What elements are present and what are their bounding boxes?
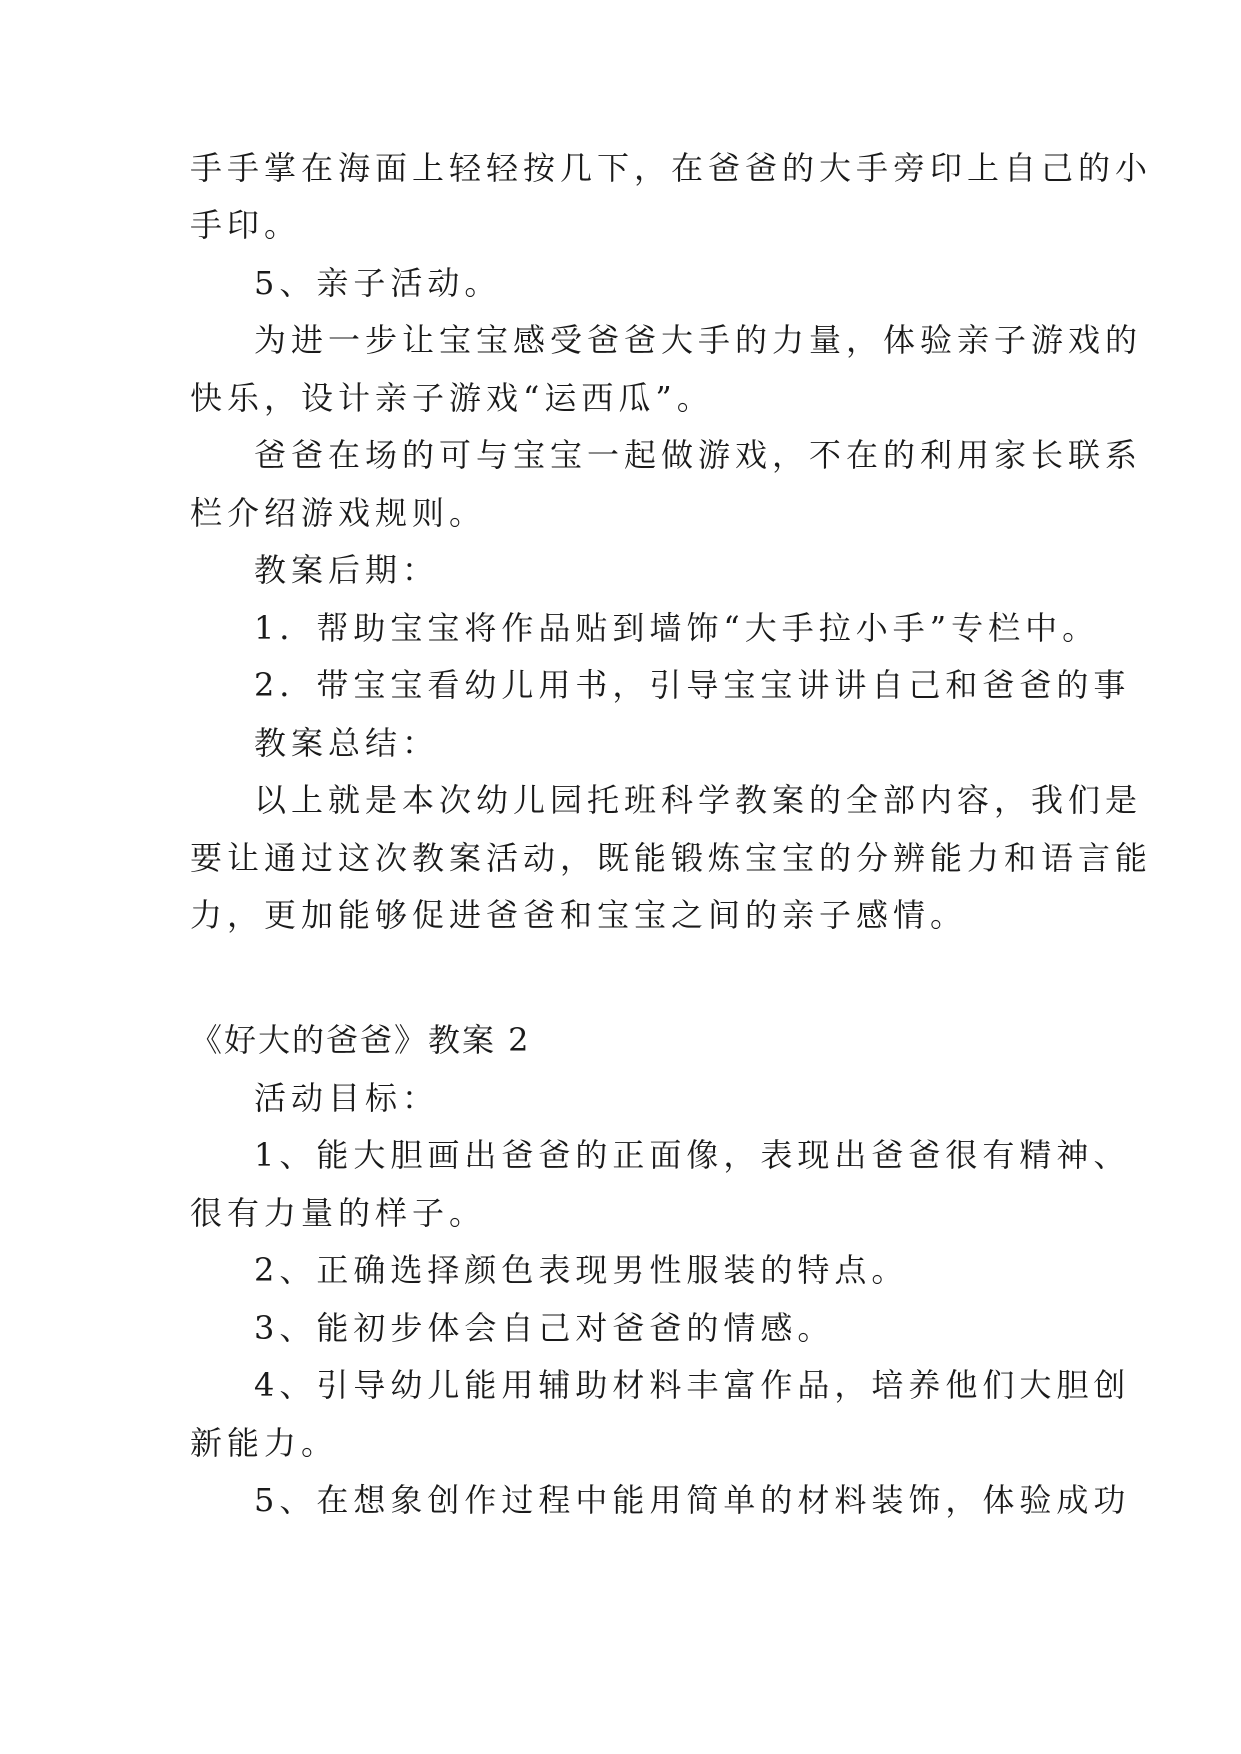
section-label: 教案后期： bbox=[254, 551, 440, 589]
list-item-line: 5、亲子活动。 bbox=[254, 264, 502, 302]
list-item-line: 1、能大胆画出爸爸的正面像，表现出爸爸很有精神、 bbox=[254, 1136, 1131, 1174]
list-item-line: 1．帮助宝宝将作品贴到墙饰“大手拉小手”专栏中。 bbox=[254, 609, 1100, 647]
section-label: 教案总结： bbox=[254, 724, 440, 762]
list-item-line: 5、在想象创作过程中能用简单的材料装饰，体验成功 bbox=[254, 1481, 1131, 1519]
paragraph-line: 手手掌在海面上轻轻按几下，在爸爸的大手旁印上自己的小 bbox=[190, 149, 1153, 187]
paragraph-line: 以上就是本次幼儿园托班科学教案的全部内容，我们是 bbox=[254, 781, 1143, 819]
paragraph-line: 要让通过这次教案活动，既能锻炼宝宝的分辨能力和语言能 bbox=[190, 839, 1153, 877]
paragraph-line: 快乐，设计亲子游戏“运西瓜”。 bbox=[190, 379, 714, 417]
list-item-line: 3、能初步体会自己对爸爸的情感。 bbox=[254, 1309, 835, 1347]
paragraph-line: 手印。 bbox=[190, 206, 302, 244]
paragraph-line: 爸爸在场的可与宝宝一起做游戏，不在的利用家长联系 bbox=[254, 436, 1143, 474]
list-item-line: 4、引导幼儿能用辅助材料丰富作品，培养他们大胆创 bbox=[254, 1366, 1131, 1404]
paragraph-line: 为进一步让宝宝感受爸爸大手的力量，体验亲子游戏的 bbox=[254, 321, 1143, 359]
list-item-line: 2．带宝宝看幼儿用书，引导宝宝讲讲自己和爸爸的事 bbox=[254, 666, 1131, 704]
paragraph-line: 力，更加能够促进爸爸和宝宝之间的亲子感情。 bbox=[190, 896, 968, 934]
section-label: 活动目标： bbox=[254, 1079, 440, 1117]
list-item-line: 2、正确选择颜色表现男性服装的特点。 bbox=[254, 1251, 909, 1289]
paragraph-line: 新能力。 bbox=[190, 1424, 339, 1462]
section-heading: 《好大的爸爸》教案 2 bbox=[190, 1021, 531, 1059]
paragraph-line: 很有力量的样子。 bbox=[190, 1194, 487, 1232]
paragraph-line: 栏介绍游戏规则。 bbox=[190, 494, 487, 532]
